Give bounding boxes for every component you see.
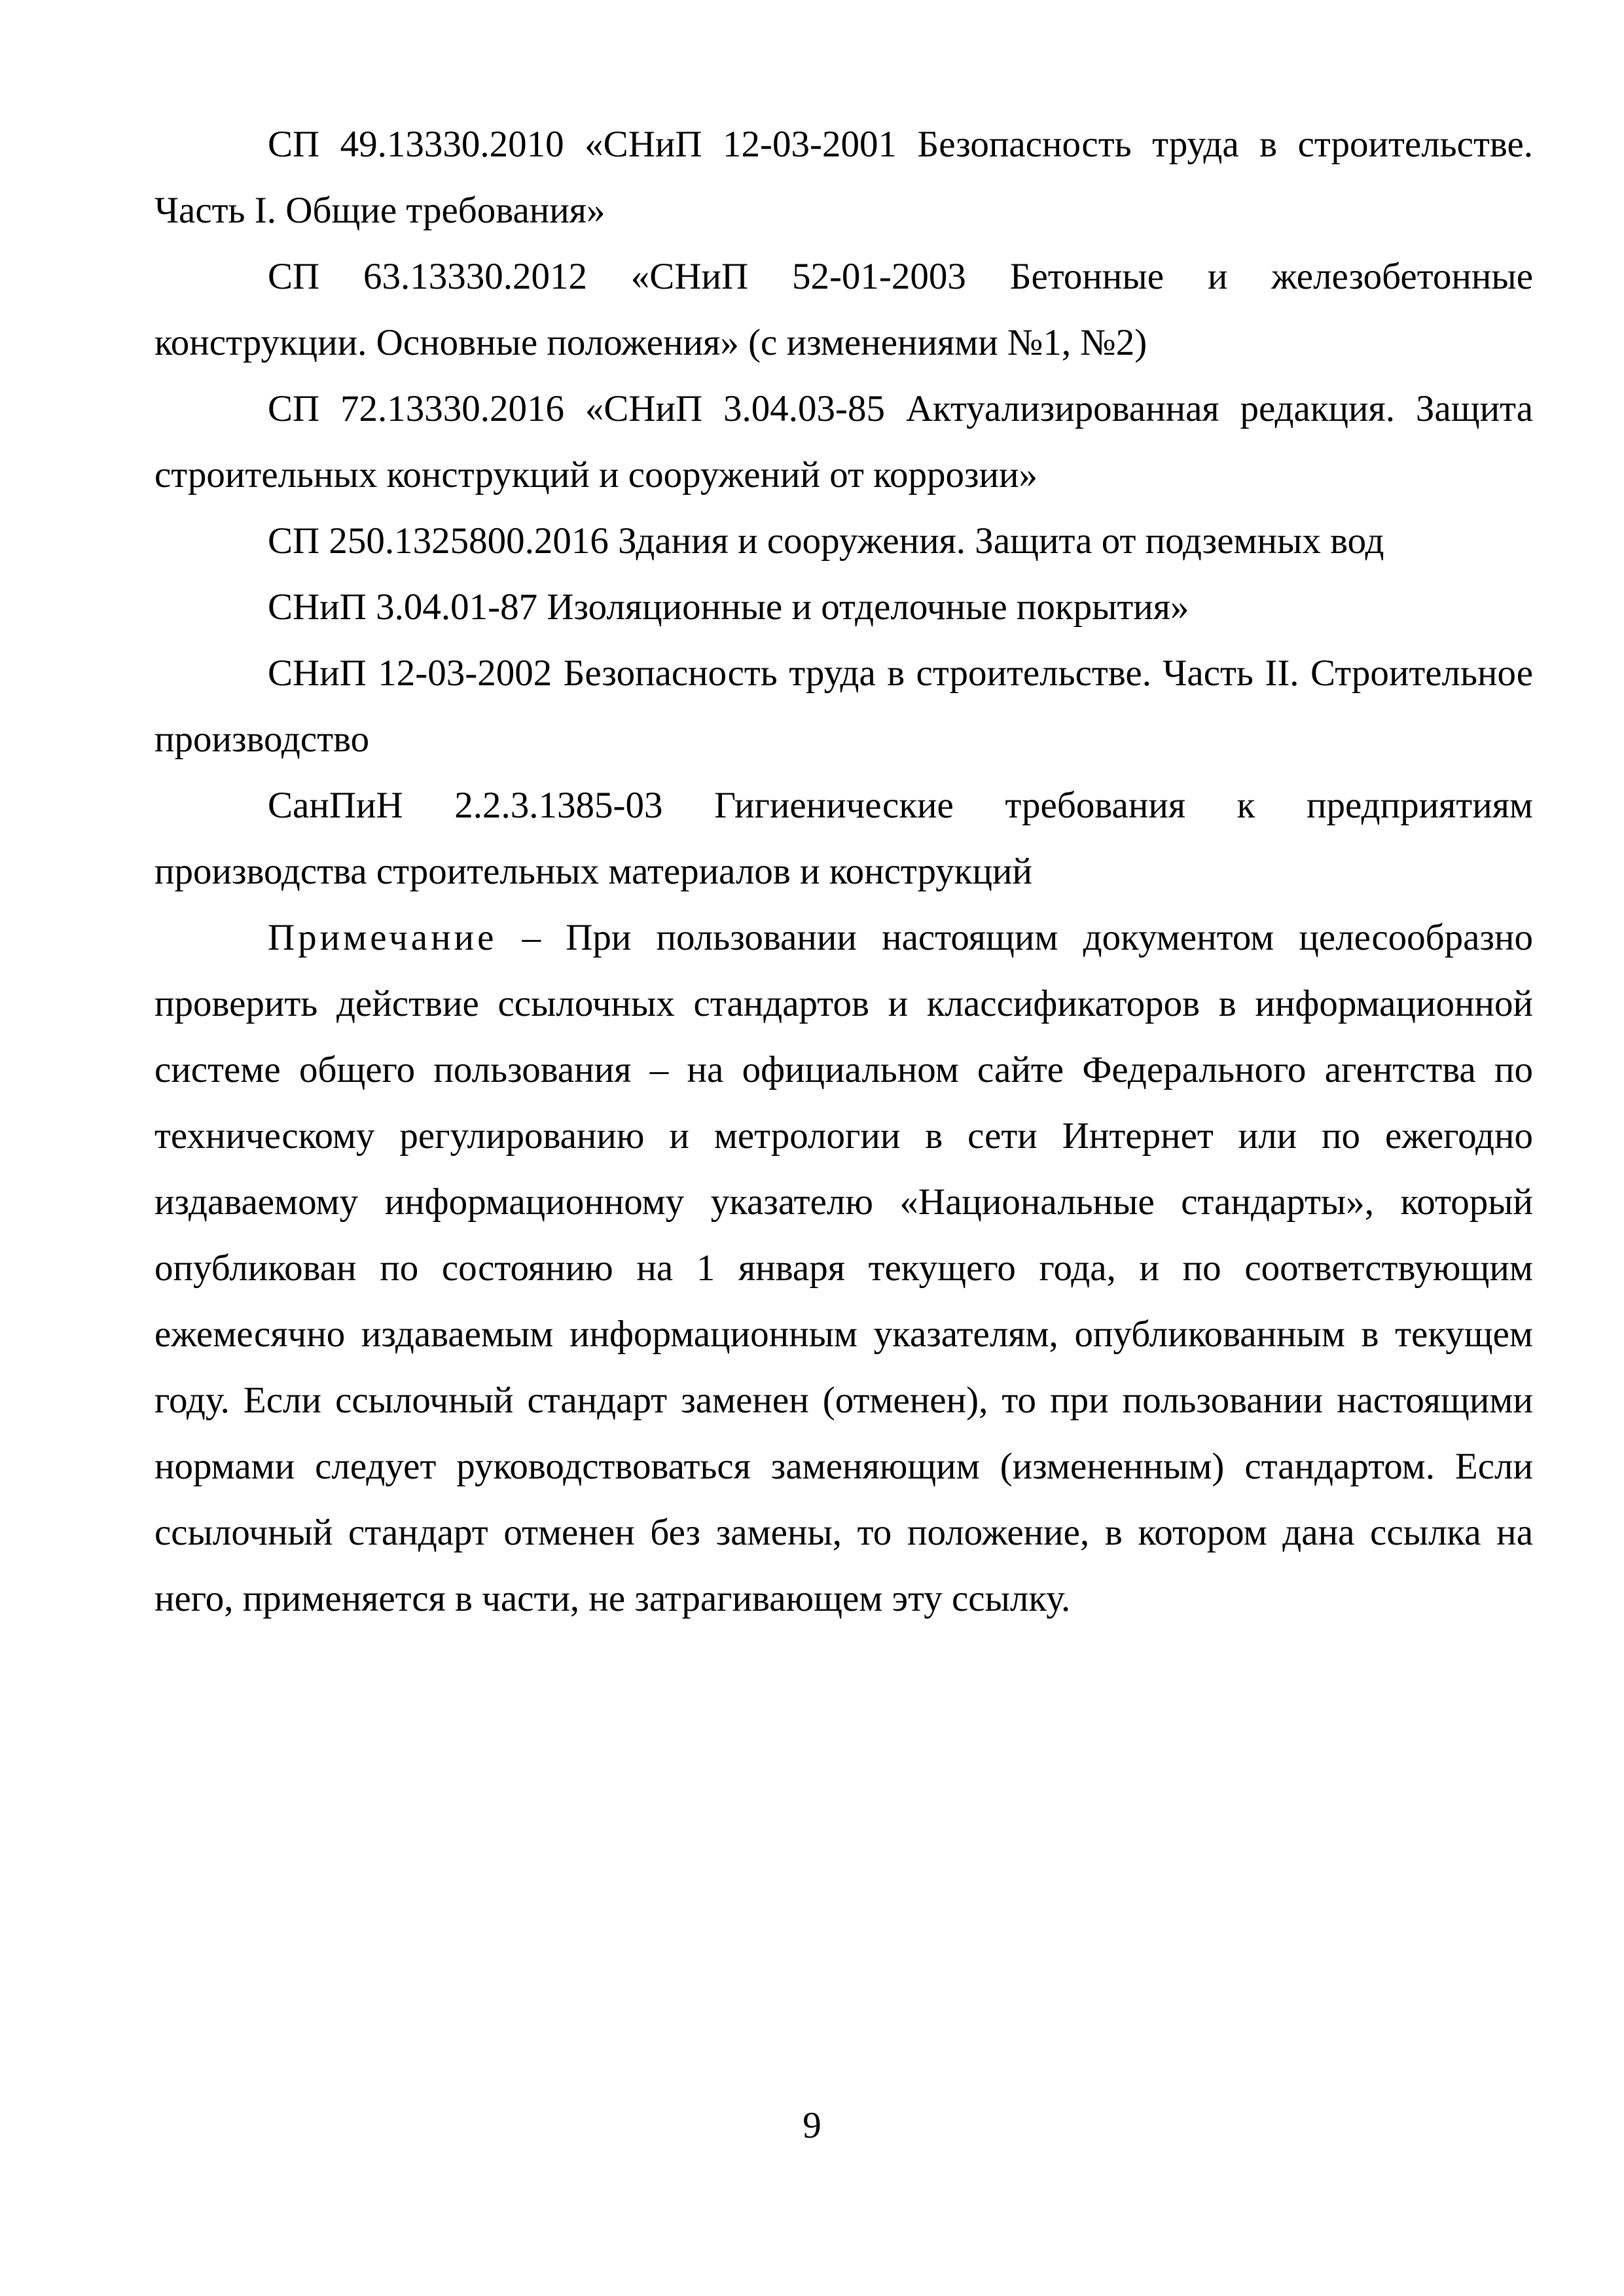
page-body (154, 111, 1533, 1632)
reference-snip-3-04-01: СНиП 3.04.01-87 Изоляционные и отделочные покрытия» (268, 586, 1189, 628)
note-label: Примечание (268, 917, 497, 958)
reference-sp-49: СП 49.13330.2010 «СНиП 12-03-2001 Безопасность труда в строительстве. Часть I. Общие требования» (154, 124, 1533, 231)
reference-sp-72: СП 72.13330.2016 «СНиП 3.04.03-85 Актуализированная редакция. Защита строительных конструкций и сооружений от коррозии» (154, 388, 1533, 495)
page-number: 9 (803, 2105, 821, 2146)
reference-snip-12-03-2002: СНиП 12-03-2002 Безопасность труда в строительстве. Часть II. Строительное производство (154, 653, 1533, 760)
note-paragraph (154, 905, 1533, 1632)
reference-sanpin: СанПиН 2.2.3.1385-03 Гигиенические требования к предприятиям производства строительных материалов и конструкций (154, 785, 1533, 892)
note-text: – При пользовании настоящим документом целесообразно проверить действие ссылочных стандартов и классификаторов в информационной системе общего пользования – на официальном сайте Федерального агентства по техническому регулированию и метрологии в сети Интернет или по ежегодно издаваемому информационному указателю «Национальные стандарты», который опубликован по состоянию на 1 января текущего года, и по соответствующим ежемесячно издаваемым информационным указателям, опубликованным в текущем году. Если ссылочный стандарт заменен (отменен), то при пользовании настоящими нормами следует руководствоваться заменяющим (измененным) стандартом. Если ссылочный стандарт отменен без замены, то положение, в котором дана ссылка на него, применяется в части, не затрагивающем эту ссылку. (154, 917, 1533, 1619)
reference-sp-250: СП 250.1325800.2016 Здания и сооружения. Защита от подземных вод (268, 520, 1384, 562)
reference-sp-63: СП 63.13330.2012 «СНиП 52-01-2003 Бетонные и железобетонные конструкции. Основные положения» (с изменениями №1, №2) (154, 256, 1533, 363)
